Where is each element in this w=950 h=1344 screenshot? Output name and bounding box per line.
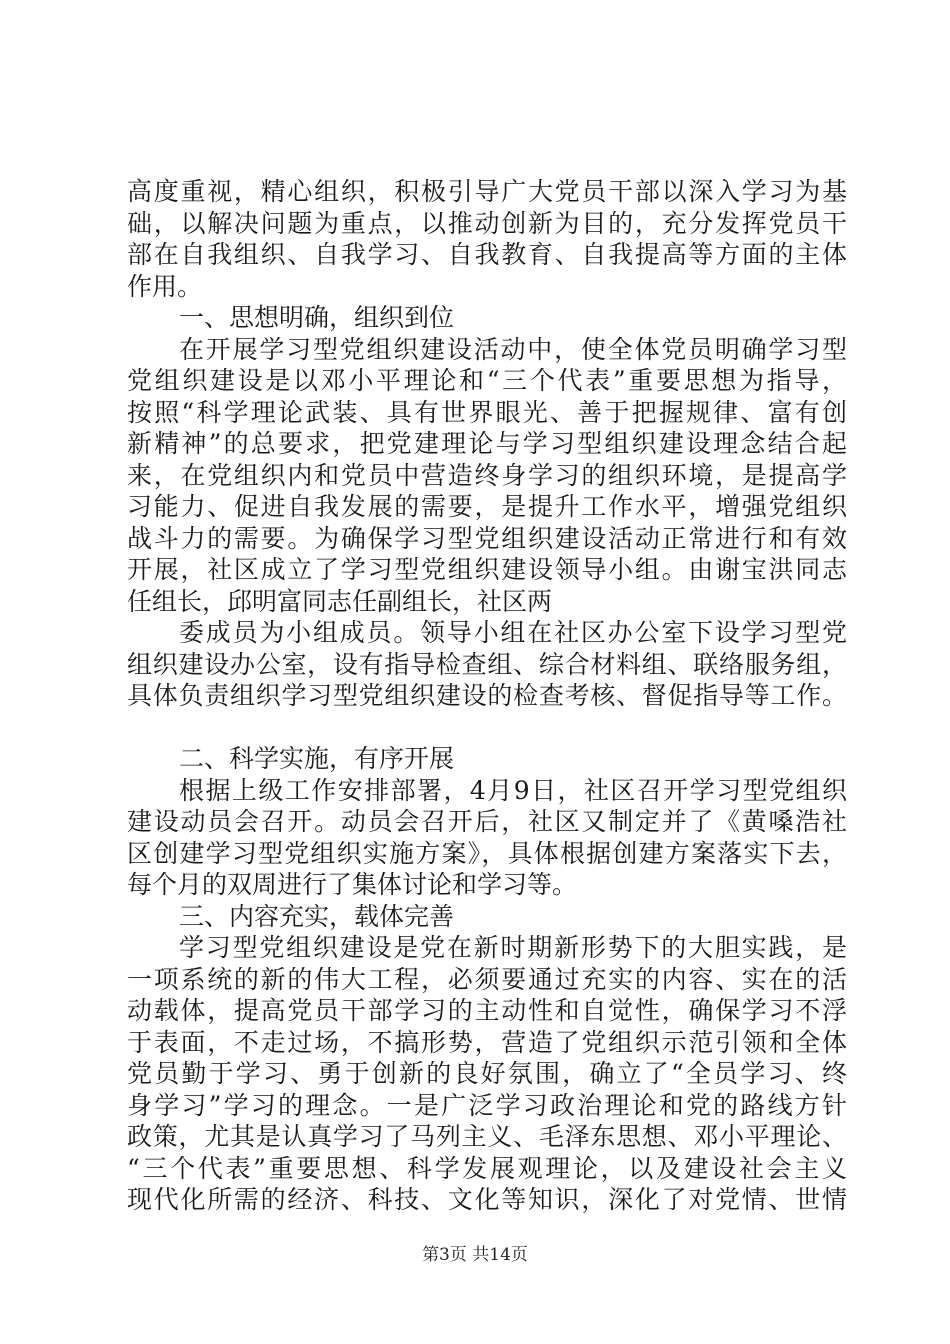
text-line: 党组织建设是以邓小平理论和“三个代表”重要思想为指导，	[127, 366, 847, 395]
section-heading: 三、内容充实，载体完善	[179, 901, 455, 931]
section-heading: 二、科学实施，有序开展	[179, 744, 455, 773]
section-heading: 一、思想明确，组织到位	[179, 303, 455, 332]
text-line: 现代化所需的经济、科技、文化等知识，深化了对党情、世情	[127, 1185, 847, 1214]
text-line: 委成员为小组成员。领导小组在社区办公室下设学习型党	[179, 618, 847, 647]
text-line: 部在自我组织、自我学习、自我教育、自我提高等方面的主体	[127, 240, 847, 269]
blank-line	[127, 712, 847, 744]
text-line: 党员勤于学习、勇于创新的良好氛围，确立了“全员学习、终	[127, 1059, 847, 1088]
text-line: 每个月的双周进行了集体讨论和学习等。	[127, 870, 578, 899]
body-text	[127, 176, 847, 1216]
text-line: 任组长，邱明富同志任副组长，社区两	[127, 586, 553, 616]
text-line: 在开展学习型党组织建设活动中，使全体党员明确学习型	[179, 334, 847, 364]
text-line: 学习型党组织建设是党在新时期新形势下的大胆实践，是	[179, 933, 847, 962]
text-line: 高度重视，精心组织，积极引导广大党员干部以深入学习为基	[127, 177, 847, 206]
text-line: 来，在党组织内和党员中营造终身学习的组织环境，是提高学	[127, 460, 847, 490]
text-line: 身学习”学习的理念。一是广泛学习政治理论和党的路线方针	[127, 1090, 847, 1120]
text-line: 新精神”的总要求，把党建理论与学习型组织建设理念结合起	[127, 429, 847, 458]
text-line: 开展，社区成立了学习型党组织建设领导小组。由谢宝洪同志	[127, 555, 847, 584]
text-line: 于表面，不走过场，不搞形势，营造了党组织示范引领和全体	[127, 1027, 847, 1057]
text-line: 动载体，提高党员干部学习的主动性和自觉性，确保学习不浮	[127, 996, 847, 1025]
text-line: 根据上级工作安排部署，4月9日，社区召开学习型党组织	[179, 775, 847, 805]
text-line: 战斗力的需要。为确保学习型党组织建设活动正常进行和有效	[127, 523, 847, 553]
text-line: “三个代表”重要思想、科学发展观理论，以及建设社会主义	[127, 1153, 847, 1183]
text-line: 一项系统的新的伟大工程，必须要通过充实的内容、实在的活	[127, 964, 847, 994]
text-line: 作用。	[127, 271, 203, 301]
page-number: 第3页 共14页	[422, 1245, 528, 1265]
text-line: 组织建设办公室，设有指导检查组、综合材料组、联络服务组，	[127, 649, 847, 679]
text-line: 础，以解决问题为重点，以推动创新为目的，充分发挥党员干	[127, 208, 847, 238]
text-line: 习能力、促进自我发展的需要，是提升工作水平，增强党组织	[127, 492, 847, 521]
text-line: 政策，尤其是认真学习了马列主义、毛泽东思想、邓小平理论、	[127, 1122, 847, 1151]
text-line: 按照“科学理论武装、具有世界眼光、善于把握规律、富有创	[127, 397, 847, 427]
text-line: 具体负责组织学习型党组织建设的检查考核、督促指导等工作。	[127, 681, 847, 710]
text-line: 建设动员会召开。动员会召开后，社区又制定并了《黄嗓浩社	[127, 807, 847, 836]
text-line: 区创建学习型党组织实施方案》，具体根据创建方案落实下去，	[127, 838, 847, 868]
